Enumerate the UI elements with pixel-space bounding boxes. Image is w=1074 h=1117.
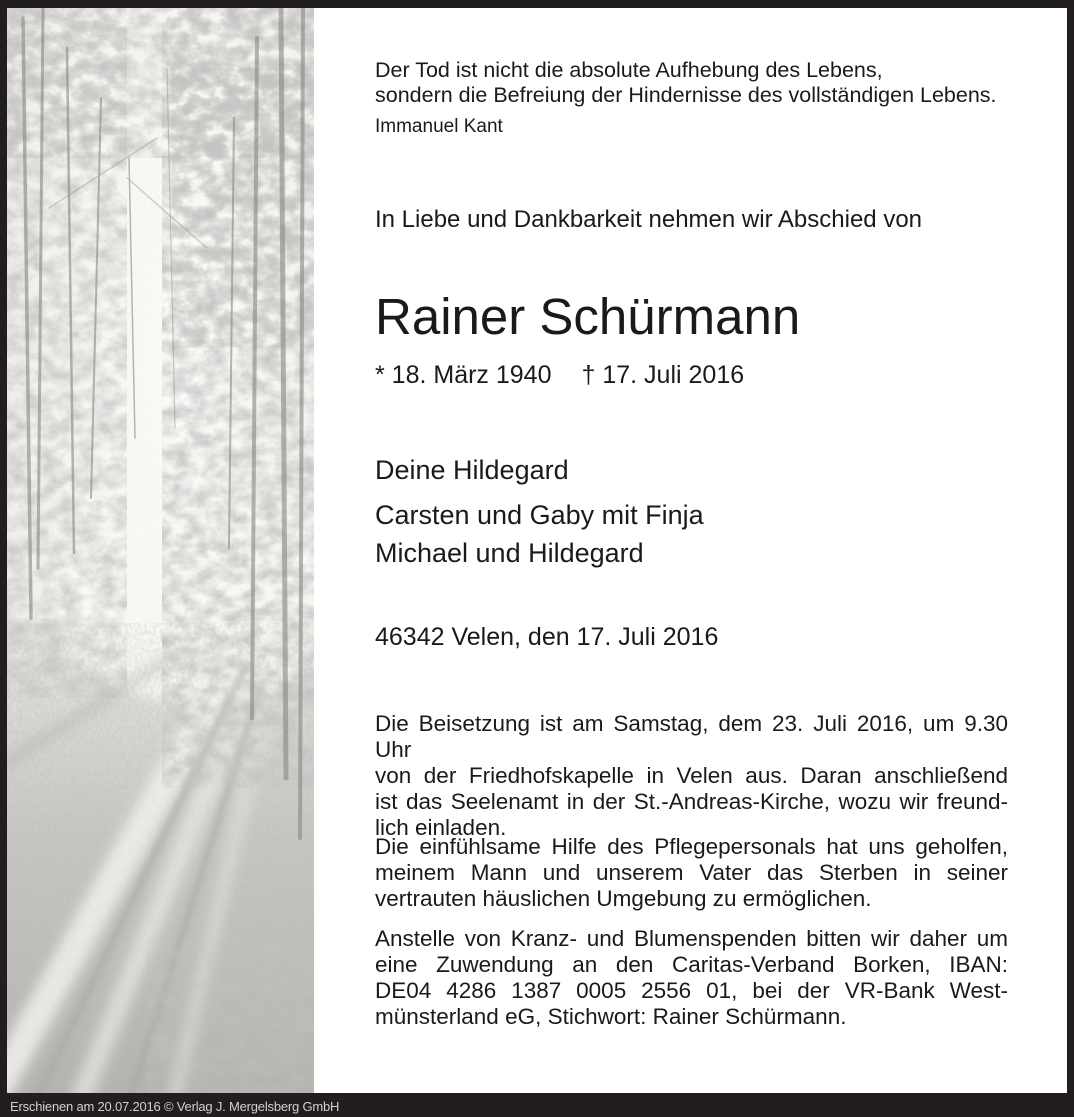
paragraph-line: lich einladen. (375, 815, 507, 840)
epigraph-line: sondern die Befreiung der Hindernisse des vollständigen Lebens. (375, 83, 997, 107)
donation-paragraph (375, 926, 1008, 1030)
memorial-card (7, 8, 1067, 1093)
paragraph-line: von der Friedhofskapelle in Velen aus. Daran anschließend (375, 763, 1008, 788)
mourner-line: Michael und Hildegard (375, 538, 644, 568)
paragraph-line: DE04 4286 1387 0005 2556 01, bei der VR-Bank West- (375, 978, 1008, 1003)
thanks-paragraph (375, 834, 1008, 912)
forest-path-illustration (7, 8, 314, 1093)
paragraph-line: Anstelle von Kranz- und Blumenspenden bitten wir daher um (375, 926, 1008, 951)
paragraph-line: münsterland eG, Stichwort: Rainer Schürmann. (375, 1004, 847, 1029)
birth-date: * 18. März 1940 (375, 361, 552, 389)
mourner-line: Deine Hildegard (375, 455, 569, 485)
deceased-name: Rainer Schürmann (375, 288, 801, 345)
life-dates (375, 360, 1008, 390)
funeral-paragraph (375, 711, 1008, 841)
place-and-date: 46342 Velen, den 17. Juli 2016 (375, 623, 719, 651)
mourner-line: Carsten und Gaby mit Finja (375, 500, 704, 530)
paragraph-line: eine Zuwendung an den Caritas-Verband Borken, IBAN: (375, 952, 1008, 977)
death-date: † 17. Juli 2016 (581, 361, 745, 389)
paragraph-line: Die einfühlsame Hilfe des Pflegepersonals hat uns geholfen, (375, 834, 1008, 859)
publisher-imprint: Erschienen am 20.07.2016 © Verlag J. Mergelsberg GmbH (10, 1099, 340, 1114)
paragraph-line: meinem Mann und unserem Vater das Sterben in seiner (375, 860, 1008, 885)
epigraph-line: Der Tod ist nicht die absolute Aufhebung des Lebens, (375, 58, 883, 82)
farewell-intro: In Liebe und Dankbarkeit nehmen wir Abschied von (375, 206, 923, 233)
epigraph-attribution: Immanuel Kant (375, 116, 503, 137)
paragraph-line: ist das Seelenamt in der St.-Andreas-Kirche, wozu wir freund- (375, 789, 1008, 814)
epigraph (375, 58, 1008, 108)
memorial-photo (7, 8, 314, 1093)
paragraph-line: vertrauten häuslichen Umgebung zu ermöglichen. (375, 886, 872, 911)
paragraph-line: Die Beisetzung ist am Samstag, dem 23. Juli 2016, um 9.30 Uhr (375, 711, 1008, 762)
